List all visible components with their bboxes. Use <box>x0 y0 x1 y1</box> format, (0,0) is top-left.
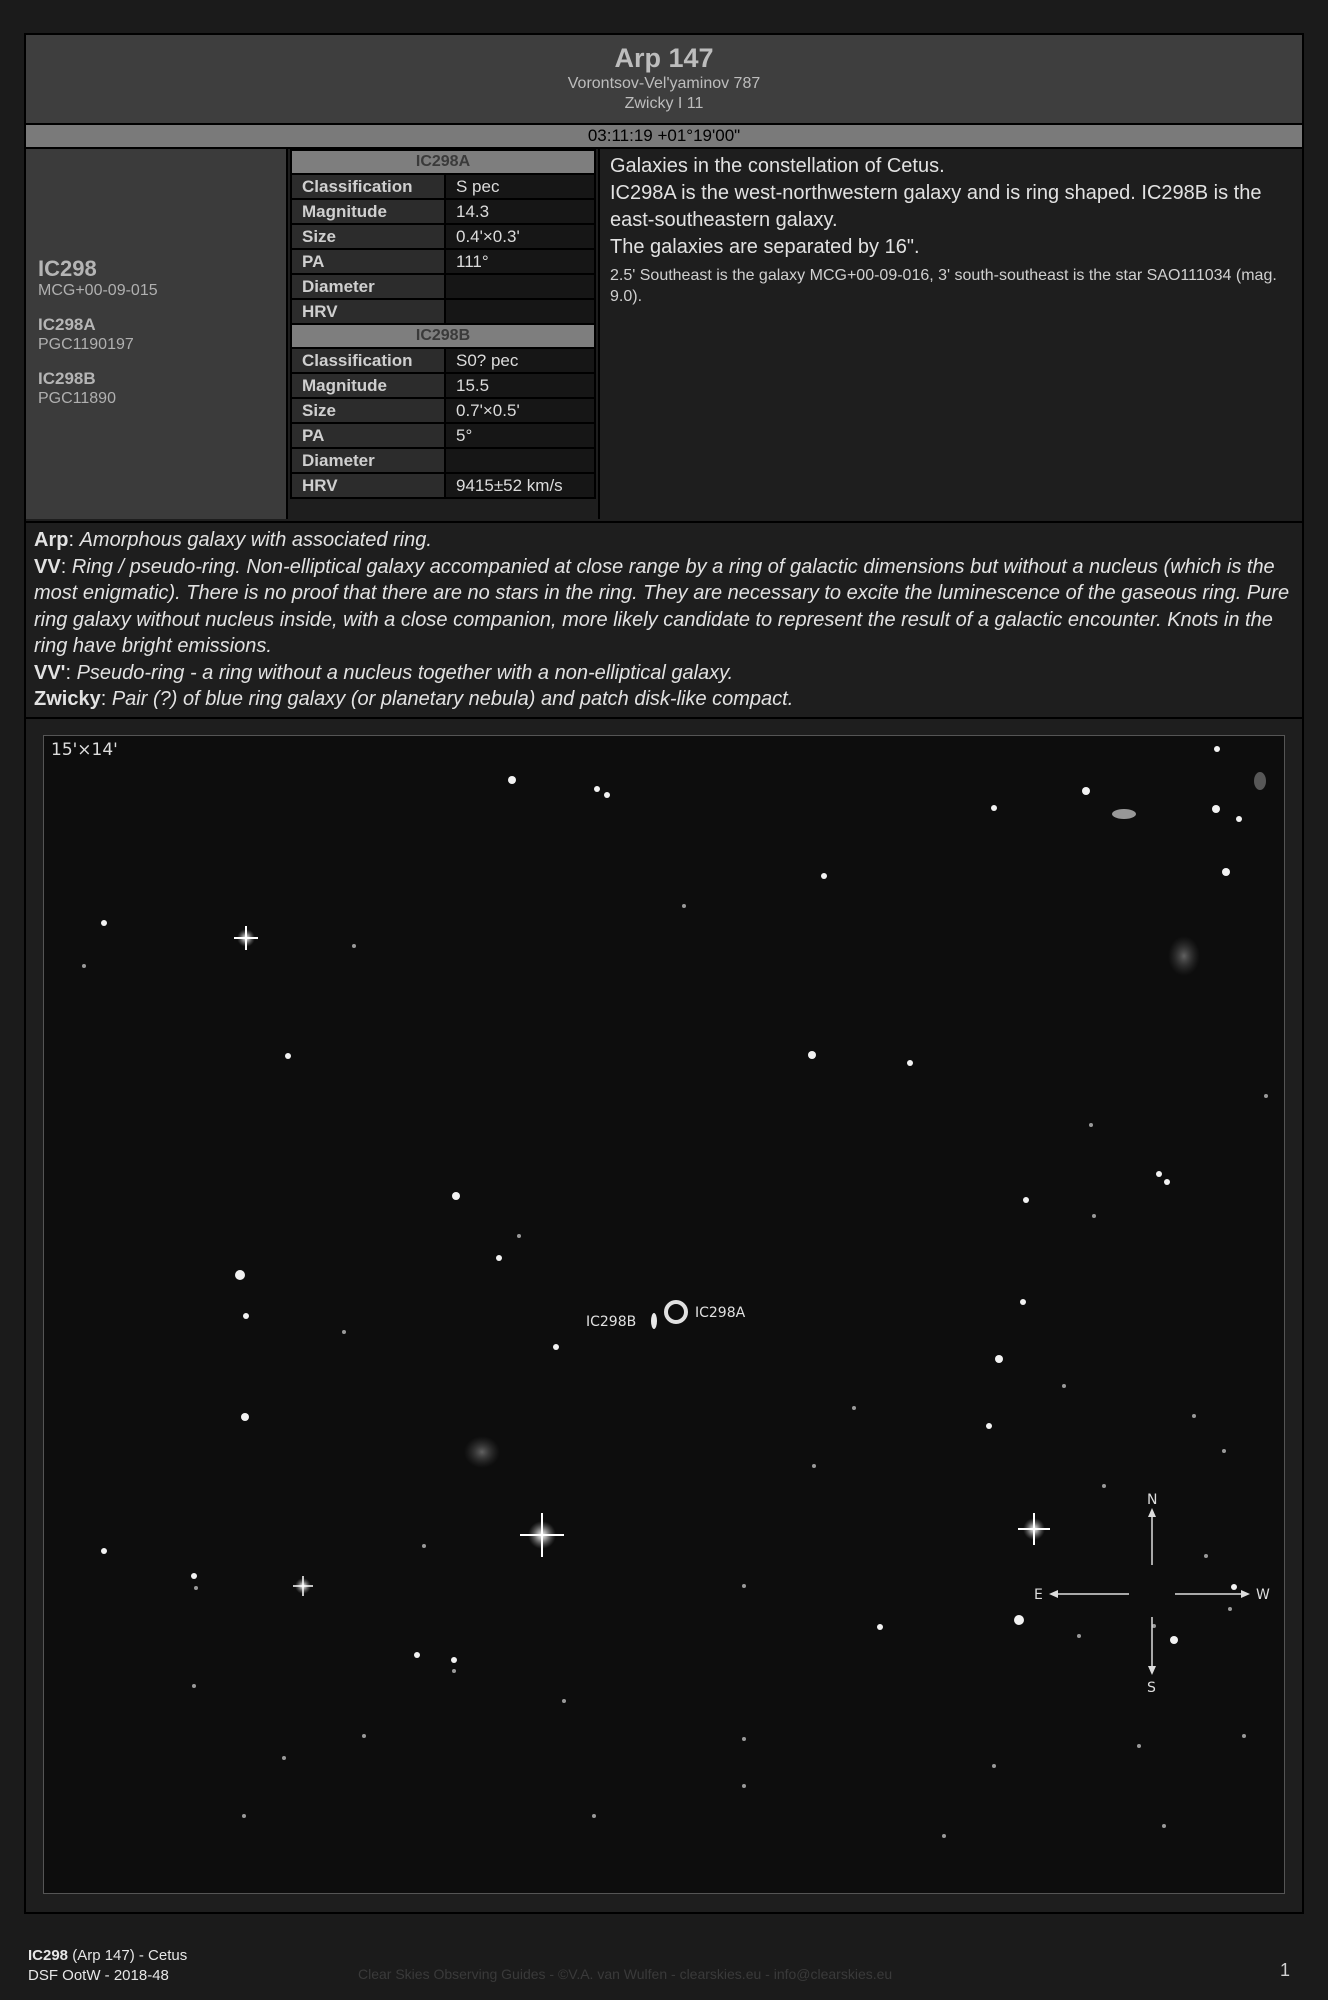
footer-object-rest: (Arp 147) - Cetus <box>68 1947 188 1964</box>
table-row: Classification S0? pec <box>291 348 595 373</box>
star <box>821 873 827 879</box>
star <box>192 1684 196 1688</box>
star <box>1082 787 1090 795</box>
star <box>742 1784 746 1788</box>
note-vv-prime: VV': Pseudo-ring - a ring without a nucleus together with a non-elliptical galaxy. <box>34 661 734 684</box>
star <box>1164 1179 1170 1185</box>
table-row: Diameter <box>291 274 595 299</box>
main-alias: MCG+00-09-015 <box>38 282 158 299</box>
star <box>1102 1484 1106 1488</box>
table-row: PA 111° <box>291 249 595 274</box>
star <box>995 1355 1003 1363</box>
properties-table <box>290 149 596 499</box>
star <box>1020 1299 1026 1305</box>
star <box>812 1464 816 1468</box>
star <box>82 964 86 968</box>
compass-n: N <box>1147 1492 1158 1508</box>
star <box>241 1413 249 1421</box>
star <box>242 1814 246 1818</box>
star <box>1228 1607 1232 1611</box>
footer-credits: Clear Skies Observing Guides - ©V.A. van Wulfen - clearskies.eu - info@clearskies.eu <box>358 1966 893 1982</box>
star-field <box>44 736 1284 1893</box>
star <box>1222 868 1230 876</box>
star <box>1212 805 1220 813</box>
star <box>1092 1214 1096 1218</box>
star <box>742 1584 746 1588</box>
star <box>986 1423 992 1429</box>
page-frame <box>24 33 1304 1914</box>
catalog-notes <box>26 521 1302 719</box>
b-alias: PGC11890 <box>38 390 116 407</box>
star <box>604 792 610 798</box>
star <box>907 1060 913 1066</box>
star <box>1192 1414 1196 1418</box>
star <box>1089 1123 1093 1127</box>
coordinates-bar: 03:11:19 +01°19'00" <box>26 125 1302 149</box>
main-designation: IC298 <box>38 256 97 281</box>
description-line: The galaxies are separated by 16". <box>610 236 920 258</box>
star <box>243 1313 249 1319</box>
star <box>235 1270 245 1280</box>
note-arp: Arp: Amorphous galaxy with associated ring. <box>34 529 432 551</box>
star <box>1137 1744 1141 1748</box>
star <box>362 1734 366 1738</box>
ic298b-galaxy <box>651 1313 657 1329</box>
star <box>452 1669 456 1673</box>
table-b-header: IC298B <box>291 324 595 348</box>
star <box>517 1234 521 1238</box>
star <box>562 1699 566 1703</box>
star <box>1023 1197 1029 1203</box>
description-line: IC298A is the west-northwestern galaxy and is ring shaped. IC298B is the east-southeastern galaxy. <box>610 182 1262 231</box>
page-number: 1 <box>1279 1960 1290 1980</box>
star <box>808 1051 816 1059</box>
b-designation: IC298B <box>38 369 96 388</box>
star <box>553 1344 559 1350</box>
star <box>1231 1584 1237 1590</box>
star <box>991 805 997 811</box>
object-header <box>26 35 1302 125</box>
star <box>1014 1615 1024 1625</box>
footer-object-name: IC298 <box>28 1947 69 1964</box>
star <box>1214 746 1220 752</box>
footer-object <box>28 1946 187 1986</box>
note-zwicky: Zwicky: Pair (?) of blue ring galaxy (or planetary nebula) and patch disk-like compact. <box>34 688 794 710</box>
star <box>101 1548 107 1554</box>
star <box>1236 816 1242 822</box>
label-ic298a: IC298A <box>695 1305 746 1321</box>
table-row: Classification S pec <box>291 174 595 199</box>
sky-image <box>43 735 1285 1894</box>
star <box>101 920 107 926</box>
compass-e: E <box>1034 1587 1043 1603</box>
star <box>282 1756 286 1760</box>
table-row: Magnitude 15.5 <box>291 373 595 398</box>
star <box>452 1192 460 1200</box>
star <box>414 1652 420 1658</box>
table-row: Size 0.7'×0.5' <box>291 398 595 423</box>
star <box>592 1814 596 1818</box>
star <box>1242 1734 1246 1738</box>
star <box>1204 1554 1208 1558</box>
star <box>1062 1384 1066 1388</box>
star <box>508 776 516 784</box>
star <box>942 1834 946 1838</box>
table-row: PA 5° <box>291 423 595 448</box>
compass-w: W <box>1256 1587 1270 1603</box>
object-alias-vv: Vorontsov-Vel'yaminov 787 <box>567 75 761 92</box>
star <box>1162 1824 1166 1828</box>
star <box>1264 1094 1268 1098</box>
star <box>352 944 356 948</box>
star <box>1156 1171 1162 1177</box>
object-title: Arp 147 <box>614 43 714 73</box>
galaxy-patch <box>464 1436 500 1468</box>
table-row: HRV 9415±52 km/s <box>291 473 595 498</box>
object-alias-zwicky: Zwicky I 11 <box>624 95 704 112</box>
star <box>1077 1634 1081 1638</box>
star <box>682 904 686 908</box>
a-alias: PGC1190197 <box>38 336 134 353</box>
star <box>877 1624 883 1630</box>
description-line: Galaxies in the constellation of Cetus. <box>610 155 945 177</box>
field-of-view-label: 15'×14' <box>51 740 118 760</box>
galaxy-patch <box>1254 772 1266 790</box>
star <box>191 1573 197 1579</box>
footer-series: DSF OotW - 2018-48 <box>28 1967 169 1984</box>
star <box>342 1330 346 1334</box>
star <box>422 1544 426 1548</box>
star <box>852 1406 856 1410</box>
a-designation: IC298A <box>38 315 96 334</box>
galaxy-patch <box>1168 936 1200 976</box>
compass-s: S <box>1147 1680 1156 1696</box>
star <box>194 1586 198 1590</box>
star <box>1170 1636 1178 1644</box>
star <box>1222 1449 1226 1453</box>
label-ic298b: IC298B <box>586 1314 637 1330</box>
designations-panel <box>26 149 288 519</box>
star <box>594 786 600 792</box>
table-row: Diameter <box>291 448 595 473</box>
star <box>992 1764 996 1768</box>
star <box>451 1657 457 1663</box>
star <box>496 1255 502 1261</box>
description-note: 2.5' Southeast is the galaxy MCG+00-09-016, 3' south-southeast is the star SAO111034 (mag. 9.0). <box>610 267 1277 305</box>
note-vv: VV: Ring / pseudo-ring. Non-elliptical galaxy accompanied at close range by a ring of galactic dimensions but without a nucleus (which is the most enigmatic). There is no proof that there are no stars in the ring. They are necessary to excite the luminescence of the gaseous ring. Pure ring galaxy without nucleus inside, with a close companion, more likely candidate to represent the result of a galactic encounter. Knots in the ring have bright emissions. <box>34 555 1290 657</box>
description-panel <box>598 149 1302 519</box>
galaxy-patch <box>1112 809 1136 819</box>
table-row: Size 0.4'×0.3' <box>291 224 595 249</box>
table-row: HRV <box>291 299 595 324</box>
table-a-header: IC298A <box>291 150 595 174</box>
star <box>285 1053 291 1059</box>
star <box>742 1737 746 1741</box>
table-row: Magnitude 14.3 <box>291 199 595 224</box>
